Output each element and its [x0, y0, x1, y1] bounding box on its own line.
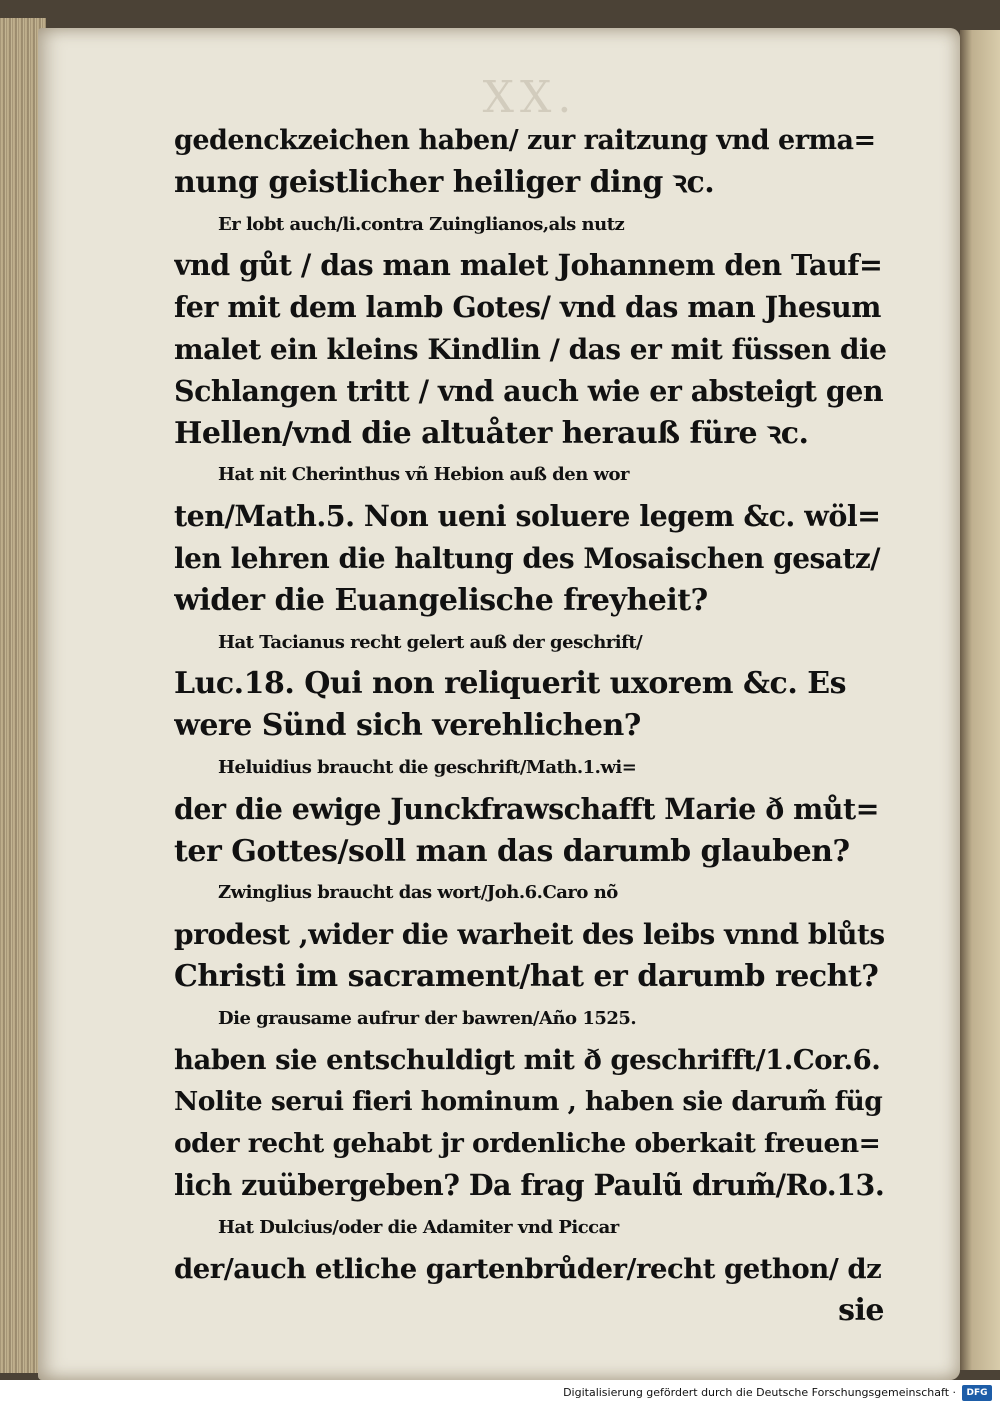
text-line: Die grausame aufrur der bawren/Año 1525.: [218, 1007, 637, 1029]
text-line: Hat Tacianus recht gelert auß der geschrift/: [218, 631, 643, 653]
text-line: Hat nit Cherinthus vñ Hebion auß den wor: [218, 464, 630, 486]
catchword: sie: [838, 1293, 884, 1329]
text-line: Zwinglius braucht das wort/Joh.6.Caro nõ: [218, 882, 618, 904]
text-line: prodest ,wider die warheit des leibs vnnd blůts: [174, 918, 885, 952]
text-line: wider die Euangelische freyheit?: [174, 582, 708, 618]
text-line: haben sie entschuldigt mit ð geschrifft/1.Cor.6.: [174, 1043, 881, 1076]
text-line: Nolite serui fieri hominum , haben sie darum̃ füg: [174, 1086, 883, 1118]
text-line: gedenckzeichen haben/ zur raitzung vnd erma=: [174, 125, 876, 156]
text-line: der/auch etliche gartenbrůder/recht gethon/ dz: [174, 1252, 882, 1285]
text-line: lich zuübergeben? Da frag Paulũ drum̃/Ro.13.: [174, 1167, 885, 1202]
text-line: len lehren die haltung des Mosaischen gesatz/: [174, 541, 880, 575]
text-line: der die ewige Junckfrawschafft Marie ð můt=: [174, 791, 880, 826]
text-line: Hellen/vnd die altuåter herauß füre ꝛc.: [174, 415, 809, 451]
text-line: Hat Dulcius/oder die Adamiter vnd Piccar: [218, 1216, 619, 1238]
text-line: malet ein kleins Kindlin / das er mit füssen die: [174, 332, 886, 366]
text-line: Schlangen tritt / vnd auch wie er absteigt gen: [174, 373, 884, 408]
text-block: [174, 120, 886, 1332]
folio-number: XX.: [482, 72, 578, 123]
facing-page-edge: [960, 30, 1000, 1370]
text-line: Christi im sacrament/hat er darumb recht?: [174, 958, 879, 994]
text-line: were Sünd sich verehlichen?: [174, 708, 641, 744]
text-line: ten/Math.5. Non ueni soluere legem &c. wöl=: [174, 499, 881, 534]
text-line: vnd gůt / das man malet Johannem den Tauf=: [174, 248, 883, 283]
text-line: fer mit dem lamb Gotes/ vnd das man Jhesum: [174, 290, 881, 325]
text-line: oder recht gehabt jr ordenliche oberkait freuen=: [174, 1128, 881, 1160]
footer-bar: [0, 1380, 1000, 1408]
footer-credit-text: Digitalisierung gefördert durch die Deutsche Forschungsgemeinschaft ·: [563, 1386, 956, 1399]
text-line: nung geistlicher heiliger ding ꝛc.: [174, 164, 715, 200]
text-line: Heluidius braucht die geschrift/Math.1.wi=: [218, 756, 637, 778]
text-line: ter Gottes/soll man das darumb glauben?: [174, 833, 850, 869]
text-line: Er lobt auch/li.contra Zuinglianos,als nutz: [218, 213, 625, 235]
text-line: Luc.18. Qui non reliquerit uxorem &c. Es: [174, 666, 846, 702]
dfg-logo: DFG: [962, 1385, 992, 1401]
